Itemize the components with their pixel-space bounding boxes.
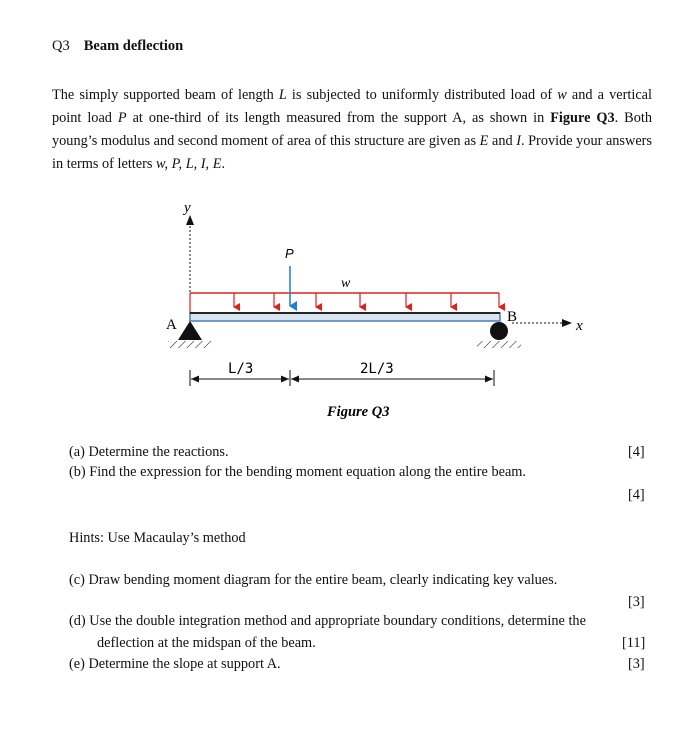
question-b-marks: [4]: [628, 487, 645, 503]
dim-arrow-icon: [291, 376, 299, 383]
x-axis-label: x: [576, 318, 583, 334]
question-d: (d) Use the double integration method and appropriate boundary conditions, determine the: [69, 613, 586, 629]
intro-text-8: .: [221, 156, 226, 172]
support-b-roller: [490, 322, 508, 340]
intro-text-5: . Both young’s modulus and second moment of area of this structure are given as: [52, 110, 652, 149]
point-load-label: P: [285, 246, 294, 261]
var-E: E: [479, 133, 489, 149]
udl-label: w: [341, 276, 351, 291]
dim-left-label: L/3: [228, 361, 254, 377]
question-b: (b) Find the expression for the bending moment equation along the entire beam.: [69, 464, 526, 480]
hints: Hints: Use Macaulay’s method: [69, 530, 246, 546]
question-d-continued: deflection at the midspan of the beam.: [97, 635, 316, 651]
question-e: (e) Determine the slope at support A.: [69, 656, 281, 672]
var-L: L: [278, 87, 287, 103]
question-title: Beam deflection: [83, 38, 184, 54]
y-axis-label: y: [184, 200, 191, 216]
intro-text-1: The simply supported beam of length: [52, 87, 279, 103]
question-number: Q3: [52, 38, 70, 54]
question-a-marks: [4]: [628, 444, 645, 460]
beam: [190, 313, 500, 321]
intro-text-6: and: [488, 133, 517, 149]
problem-statement: [52, 84, 652, 176]
support-b-label: B: [507, 309, 518, 325]
var-w: w: [557, 87, 567, 103]
var-P: P: [117, 110, 127, 126]
question-c: (c) Draw bending moment diagram for the entire beam, clearly indicating key values.: [69, 572, 558, 588]
udl-arrows: [190, 293, 499, 313]
support-b-ground: [477, 341, 521, 348]
intro-text-4: at one-third of its length measured from the support A, as shown in: [126, 110, 551, 126]
y-axis-arrow-icon: [186, 215, 194, 225]
support-a-pin: [178, 321, 202, 340]
question-a: (a) Determine the reactions.: [69, 444, 229, 460]
question-e-marks: [3]: [628, 656, 645, 672]
dim-arrow-icon: [281, 376, 289, 383]
dim-right-label: 2L/3: [360, 361, 394, 377]
figure-caption: Figure Q3: [327, 404, 390, 420]
figure-reference: Figure Q3: [550, 110, 615, 126]
beam-figure: [0, 190, 695, 430]
dim-arrow-icon: [191, 376, 199, 383]
x-axis-arrow-icon: [562, 319, 572, 327]
dim-arrow-icon: [485, 376, 493, 383]
question-heading: [52, 38, 183, 55]
question-d-marks: [11]: [622, 635, 646, 651]
intro-text-7: . Provide your answers in terms of letters: [52, 133, 652, 172]
question-c-marks: [3]: [628, 594, 645, 610]
support-a-ground: [168, 341, 212, 348]
intro-text-2: is subjected to uniformly distributed load of: [286, 87, 558, 103]
var-I: I: [516, 133, 521, 149]
intro-text-3: and a vertical point load: [52, 87, 652, 126]
answer-letters: w, P, L, I, E: [156, 156, 222, 172]
support-a-label: A: [166, 317, 177, 333]
